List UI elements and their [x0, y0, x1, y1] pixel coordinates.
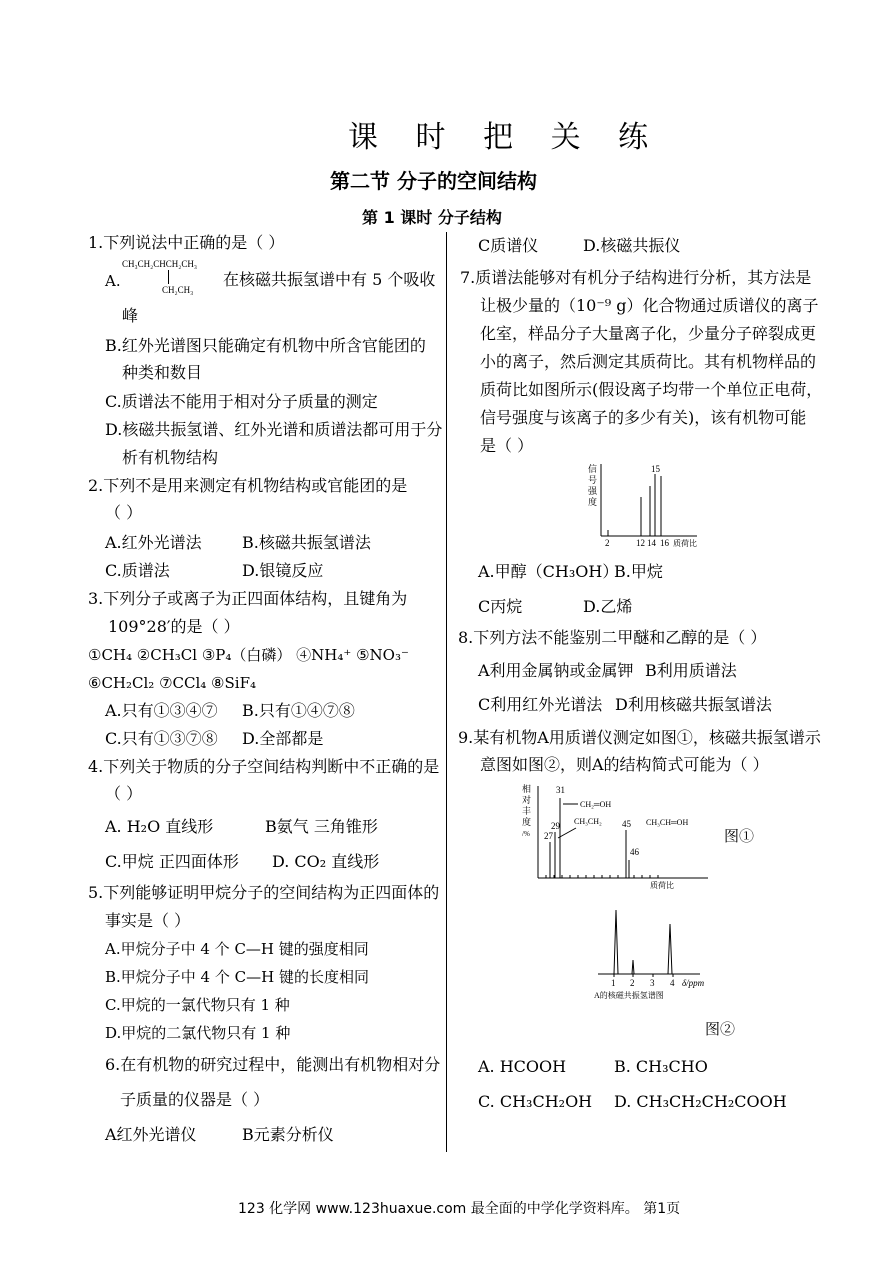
q9-mass-spectrum-figure: [518, 780, 718, 890]
q9-option-a: A. HCOOH: [478, 1057, 567, 1076]
q7-peak-label-15: 15: [651, 464, 660, 474]
q8-option-b: B利用质谱法: [645, 661, 737, 680]
q9-nmr-tick-2: 2: [630, 978, 635, 988]
q6-option-a: A红外光谱仪: [105, 1125, 197, 1144]
q9-ylabel-3: 丰: [522, 806, 532, 816]
q1-structure-top: CH₃CH₂CHCH₂CH₃: [122, 259, 198, 269]
q1-option-a-text2: 峰: [122, 306, 139, 325]
q8-option-d: D利用核磁共振氢谱法: [615, 695, 772, 714]
q8-stem: 8.下列方法不能鉴别二甲醚和乙醇的是（ ）: [458, 628, 767, 647]
section-title: 第二节 分子的空间结构: [330, 169, 537, 193]
q6-option-c: C质谱仪: [478, 236, 539, 255]
q1-option-c: C.质谱法不能用于相对分子质量的测定: [105, 392, 378, 411]
q7-line-3: 化室，样品分子大量离子化，少量分子碎裂成更: [480, 324, 817, 343]
q9-nmr-figure: [590, 900, 720, 1000]
q7-ylabel-2: 号: [588, 475, 598, 485]
q7-line-5: 质荷比如图所示(假设离子均带一个单位正电荷，: [480, 380, 823, 399]
q9-peak-label-46: 46: [630, 847, 639, 857]
q1-option-d: D.核磁共振氢谱、红外光谱和质谱法都可用于分: [105, 420, 443, 439]
q3-option-c: C.只有①③⑦⑧: [105, 729, 218, 748]
q1-option-a-prefix: A.: [105, 272, 121, 290]
q3-stem: 3.下列分子或离子为正四面体结构，且键角为: [88, 589, 408, 608]
q9-peak-label-27: 27: [544, 831, 553, 841]
q1-option-a-text: 在核磁共振氢谱中有 5 个吸收: [223, 270, 436, 289]
q9-figure-1-label: 图①: [724, 827, 755, 845]
q7-line-7: 是（ ）: [480, 436, 534, 455]
q7-ylabel-4: 度: [588, 497, 598, 507]
q7-mass-spectrum-figure: [585, 460, 705, 550]
q1-option-d2: 析有机物结构: [122, 448, 219, 467]
q9-ion-label-45: CH₃CH═OH: [646, 818, 689, 827]
q7-option-b: B.甲烷: [614, 562, 663, 581]
q4-stem: 4.下列关于物质的分子空间结构判断中不正确的是: [88, 757, 440, 776]
q7-line-4: 小的离子，然后测定其质荷比。其有机物样品的: [480, 352, 817, 371]
q2-stem2: （ ）: [105, 503, 143, 522]
q9-ms-xlabel: 质荷比: [650, 881, 674, 890]
q5-option-b: B.甲烷分子中 4 个 C—H 键的长度相同: [105, 968, 369, 986]
q9-peak-label-29: 29: [551, 821, 560, 831]
q1-option-b2: 种类和数目: [122, 363, 203, 382]
q7-option-c: C丙烷: [478, 597, 523, 616]
q2-option-a: A.红外光谱法: [105, 533, 202, 552]
q5-stem: 5.下列能够证明甲烷分子的空间结构为正四面体的: [88, 883, 440, 902]
q3-items-2: ⑥CH₂Cl₂ ⑦CCl₄ ⑧SiF₄: [88, 674, 256, 692]
q7-line-6: 信号强度与该离子的多少有关)，该有机物可能: [480, 408, 807, 427]
q3-option-b: B.只有①④⑦⑧: [242, 701, 355, 720]
q9-ylabel-1: 相: [522, 784, 532, 794]
q9-ion-label-31: CH₂═OH: [580, 800, 612, 809]
q7-line-2: 让极少量的（10⁻⁹ g）化合物通过质谱仪的离子: [480, 296, 819, 315]
q9-nmr-tick-3: 3: [650, 978, 655, 988]
q3-stem2: 109°28′的是（ ）: [108, 617, 240, 636]
q1-structure: [122, 259, 222, 299]
q9-arrow-29: [558, 828, 576, 838]
q7-option-a: A.甲醇（CH₃OH）: [478, 562, 619, 581]
q9-option-d: D. CH₃CH₂CH₂COOH: [614, 1092, 787, 1111]
column-divider: [446, 232, 447, 1152]
q4-option-b: B氨气 三角锥形: [265, 817, 378, 836]
q9-nmr-peak-1: [610, 910, 622, 974]
q7-tick-12: 12: [636, 538, 645, 548]
q1-stem: 1.下列说法中正确的是（ ）: [88, 233, 285, 252]
q8-option-c: C利用红外光谱法: [478, 695, 603, 714]
q5-option-a: A.甲烷分子中 4 个 C—H 键的强度相同: [105, 940, 369, 958]
q9-ylabel-4: 度: [522, 817, 532, 827]
q9-ylabel-5: /%: [522, 830, 530, 838]
q1-structure-bond: [168, 270, 169, 284]
q3-items-1: ①CH₄ ②CH₃Cl ③P₄（白磷） ④NH₄⁺ ⑤NO₃⁻: [88, 646, 409, 664]
page-title: 课 时 把 关 练: [348, 120, 663, 155]
q6-stem2: 子质量的仪器是（ ）: [120, 1090, 270, 1109]
q8-option-a: A利用金属钠或金属钾: [478, 661, 634, 680]
page-footer: 123 化学网 www.123huaxue.com 最全面的中学化学资料库。 第1页: [238, 1201, 681, 1217]
q7-tick-2: 2: [605, 538, 610, 548]
q9-peak-label-45: 45: [622, 819, 631, 829]
q7-xlabel: 质荷比: [673, 539, 697, 548]
q6-stem: 6.在有机物的研究过程中，能测出有机物相对分: [105, 1055, 441, 1074]
q7-option-d: D.乙烯: [583, 597, 633, 616]
q7-ylabel-1: 信: [588, 464, 598, 474]
q2-stem: 2.下列不是用来测定有机物结构或官能团的是: [88, 476, 408, 495]
q6-option-b: B元素分析仪: [242, 1125, 334, 1144]
q9-stem2: 意图如图②，则A的结构简式可能为（ ）: [480, 755, 769, 774]
q4-stem2: （ ）: [105, 784, 143, 803]
q3-option-a: A.只有①③④⑦: [105, 701, 218, 720]
q2-option-b: B.核磁共振氢谱法: [242, 533, 371, 552]
q5-stem2: 事实是（ ）: [105, 911, 191, 930]
q4-option-a: A. H₂O 直线形: [105, 817, 214, 836]
q6-option-d: D.核磁共振仪: [583, 236, 681, 255]
q9-ylabel-2: 对: [522, 795, 532, 805]
q3-option-d: D.全部都是: [242, 729, 324, 748]
q9-peak-label-31: 31: [556, 785, 565, 795]
q1-structure-bottom: CH₂CH₃: [162, 285, 194, 295]
q7-tick-16: 16: [660, 538, 669, 548]
lesson-title: 第 1 课时 分子结构: [362, 208, 502, 227]
q7-ylabel-3: 强: [588, 486, 598, 496]
q9-nmr-tick-1: 1: [611, 978, 616, 988]
q5-option-d: D.甲烷的二氯代物只有 1 种: [105, 1024, 291, 1042]
q9-option-c: C. CH₃CH₂OH: [478, 1092, 593, 1111]
q9-nmr-unit: δ/ppm: [682, 978, 705, 988]
q5-option-c: C.甲烷的一氯代物只有 1 种: [105, 996, 290, 1014]
q9-nmr-caption: A的核磁共振氢谱图: [594, 991, 664, 1000]
q4-option-d: D. CO₂ 直线形: [272, 852, 380, 871]
q9-stem: 9.某有机物A用质谱仪测定如图①，核磁共振氢谱示: [458, 728, 821, 747]
q4-option-c: C.甲烷 正四面体形: [105, 852, 239, 871]
q9-ion-label-29: CH₃CH₂: [574, 817, 602, 826]
q2-option-c: C.质谱法: [105, 561, 170, 580]
q7-line-1: 7.质谱法能够对有机分子结构进行分析，其方法是: [460, 268, 812, 287]
q9-nmr-peak-2: [630, 960, 636, 974]
q7-tick-14: 14: [647, 538, 656, 548]
q9-nmr-peak-3: [664, 924, 676, 974]
q9-option-b: B. CH₃CHO: [614, 1057, 708, 1076]
q9-figure-2-label: 图②: [705, 1020, 736, 1038]
q2-option-d: D.银镜反应: [242, 561, 324, 580]
q1-option-b: B.红外光谱图只能确定有机物中所含官能团的: [105, 336, 426, 355]
q9-nmr-tick-4: 4: [670, 978, 675, 988]
